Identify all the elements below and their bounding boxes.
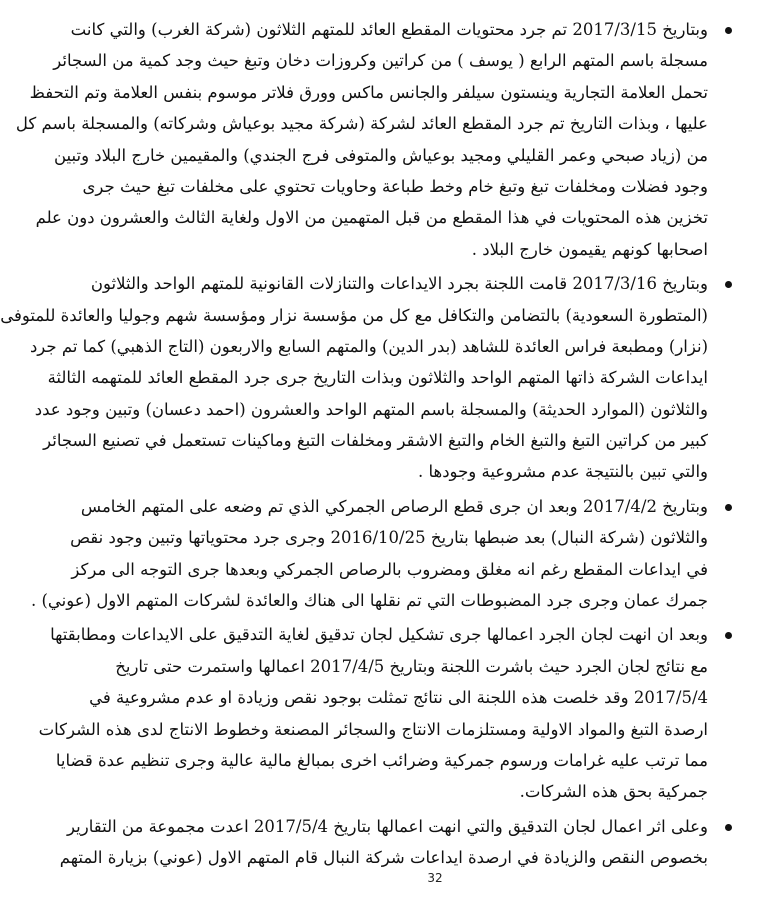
- paragraph-5: [59, 811, 738, 874]
- text-line: مع نتائج لجان الجرد حيث باشرت اللجنة وبتاريخ 2017/4/5 اعمالها واستمرت حتى تاريخ: [115, 656, 708, 676]
- text-line: تخزين هذه المحتويات في هذا المقطع من قبل المتهمين من الاول ولغاية الثالث والعشرون دون علم: [35, 208, 708, 228]
- text-line: عليها ، وبذات التاريخ تم جرد المقطع العائد لشركة (شركة مجيد بوعياش وشركاته) والمسجلة باسم كل: [15, 114, 708, 134]
- text-line: جمركية بحق هذه الشركات.: [519, 782, 708, 802]
- text-line: وعلى اثر اعمال لجان التدقيق والتي انهت اعمالها بتاريخ 2017/5/4 اعدت مجموعة من التقارير: [67, 816, 708, 836]
- text-line: وبتاريخ 2017/3/15 تم جرد محتويات المقطع العائد للمتهم الثلاثون (شركة الغرب) والتي كانت: [70, 20, 708, 39]
- text-line: وجود فضلات ومخلفات تبغ وتبغ خام وخط طباعة وحاويات تحتوي على مخلفات تبغ حيث جرى: [82, 176, 708, 196]
- text-line: ارصدة التبغ والمواد الاولية ومستلزمات الانتاج والسجائر المصنعة وخطوط الانتاج لدى هذه الشركات: [38, 719, 708, 739]
- text-line: تحمل العلامة التجارية وينستون سيلفر والجانس ماكس وورق فلاتر موسوم بنفس العلامة وتم التحفظ: [29, 82, 708, 102]
- text-line: والثلاثون (الموارد الحديثة) والمسجلة باسم المتهم الواحد والعشرون (احمد دعسان) وتبين وجود عدد: [34, 399, 708, 419]
- bullet-icon: [725, 504, 732, 511]
- bullet-icon: [725, 281, 732, 288]
- text-line: اصحابها كونهم يقيمون خارج البلاد .: [471, 239, 708, 259]
- text-line: (المتطورة السعودية) بالتضامن والتكافل مع كل من مؤسسة نزار ومؤسسة شهم وجوليا والعائدة للمتوفى: [0, 305, 708, 325]
- text-line: والتي تبين بالنتيجة عدم مشروعية وجودها .: [417, 462, 708, 482]
- paragraph-3: [31, 491, 738, 617]
- text-line: كبير من كراتين التبغ والتبغ الخام والتبغ الاشقر ومخلفات التبغ وماكينات تستعمل في تصنيع السجائر: [43, 431, 708, 451]
- text-line: بخصوص النقص والزيادة في ارصدة ايداعات شركة النبال قام المتهم الاول (عوني) بزيارة المتهم: [59, 848, 708, 868]
- page-number: 32: [427, 871, 443, 885]
- bullet-icon: [725, 824, 732, 831]
- text-line: وبتاريخ 2017/4/2 وبعد ان جرى قطع الرصاص الجمركي الذي تم وضعه على المتهم الخامس: [80, 496, 708, 516]
- text-line: جمرك عمان وجرى جرد المضبوطات التي تم نقلها الى هناك والعائدة لشركات المتهم الاول (عوني) .: [31, 591, 708, 611]
- text-line: في ايداعات المقطع رغم انه مغلق ومضروب بالرصاص الجمركي وبعدها جرى التوجه الى مركز: [71, 559, 708, 579]
- text-line: (نزار) ومطبعة فراس العائدة للشاهد (بدر الدين) والمتهم السابع والاربعون (التاج الذهبي) كما تم جرد: [29, 336, 708, 356]
- text-line: مسجلة باسم المتهم الرابع ( يوسف ) من كراتين وكروزات دخان وتبغ حيث وجد كمية من السجائر: [53, 51, 708, 71]
- text-line: وبتاريخ 2017/3/16 قامت اللجنة بجرد الايداعات والتنازلات القانونية للمتهم الواحد والثلاثون: [90, 274, 708, 294]
- paragraph-2: [0, 268, 738, 488]
- paragraph-1: [15, 14, 738, 265]
- paragraph-list: [0, 14, 738, 874]
- text-line: والثلاثون (شركة النبال) بعد ضبطها بتاريخ 2016/10/25 وجرى جرد محتوياتها وتبين وجود نقص: [70, 528, 708, 548]
- text-line: مما ترتب عليه غرامات ورسوم جمركية وضرائب اخرى بمبالغ مالية عالية وجرى تنظيم عدة قضايا: [55, 750, 708, 770]
- paragraph-4: [38, 619, 738, 807]
- text-line: ايداعات الشركة ذاتها المتهم الواحد والثلاثون وبذات التاريخ جرى جرد المقطع العائد للمتهمه الثالثة: [47, 368, 708, 388]
- bullet-icon: [725, 632, 732, 639]
- document-page: [0, 14, 738, 868]
- text-line: وبعد ان انهت لجان الجرد اعمالها جرى تشكيل لجان تدقيق لغاية التدقيق على الايداعات ومطابقتها: [50, 625, 708, 645]
- text-line: 2017/5/4 وقد خلصت هذه اللجنة الى نتائج تمثلت بوجود نقص وزيادة او عدم مشروعية في: [89, 688, 708, 708]
- bullet-icon: [725, 27, 732, 34]
- text-line: من (زياد صبحي وعمر القليلي ومجيد بوعياش والمتوفى فرج الجندي) والمقيمين خارج البلاد وتبين: [53, 145, 708, 165]
